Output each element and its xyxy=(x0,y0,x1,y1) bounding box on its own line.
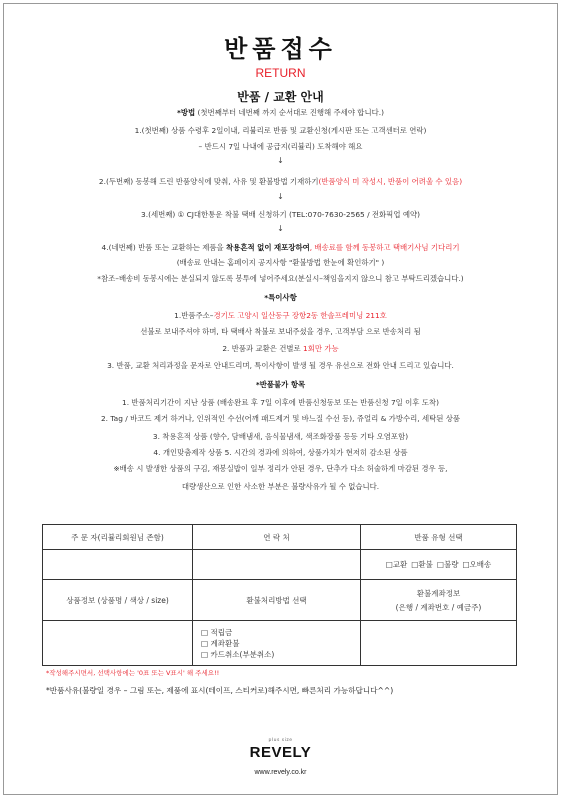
method-step4-line2: (배송료 안내는 홈페이지 공지사항 "환불방법 한눈에 확인하기" ) xyxy=(176,258,385,267)
method-step2 xyxy=(4,176,557,187)
brand-url: www.revely.co.kr xyxy=(254,769,307,776)
not-allowed-line5: ※배송 시 발생한 상품의 구김, 재봉실밥이 일부 정리가 안된 경우, 단추가 다소 허술하게 마감된 경우 등, xyxy=(113,464,448,473)
method-step4-red: , 배송료를 함께 동봉하고 택배기사님 기다리기 xyxy=(309,243,460,252)
method-step2-warning: (반품양식 미 작성시, 반품이 어려울 수 있음) xyxy=(318,177,463,186)
arrow-down-icon: ↓ xyxy=(277,192,284,201)
refund-account-title: 환불계좌정보 xyxy=(416,588,461,598)
special-line1-label: 1.반품주소– xyxy=(174,311,214,320)
contact-label: 연 락 처 xyxy=(193,525,361,550)
method-title-line xyxy=(4,107,557,118)
special-line2: 선불로 보내주셔야 하며, 타 택배사 착불로 보내주셨을 경우, 고객부담 으로 반송처리 됨 xyxy=(140,327,421,336)
return-type-defect-checkbox[interactable]: □불량 xyxy=(436,560,459,569)
return-type-options xyxy=(361,550,517,580)
special-title: *특이사항 xyxy=(264,293,297,302)
special-line1 xyxy=(4,310,557,321)
return-type-label: 반품 유형 선택 xyxy=(361,525,517,550)
form-instruction-note: *작성해주시면서, 선택사항에는 '0표 또는 V표시' 해 주세요!! xyxy=(46,669,220,677)
not-allowed-line1: 1. 반품처리기간이 지난 상품 (배송완료 후 7일 이후에 반품신청동보 또는 반품신청 7일 이후 도착) xyxy=(122,398,439,407)
contact-field[interactable] xyxy=(193,550,361,580)
refund-account-label xyxy=(361,580,517,621)
return-address: 경기도 고양시 일산동구 장항2동 한솔프레미닝 211호 xyxy=(213,311,387,320)
not-allowed-line2: 2. Tag / 바코드 제거 하거나, 인위적인 수선(어깨 패드제거 및 바느질 수선 등), 쥬얼리 & 가방수리, 세탁된 상품 xyxy=(100,414,460,423)
method-step4-bold: 착용흔적 없이 재포장하여 xyxy=(226,243,310,252)
return-form-page xyxy=(3,3,558,795)
method-step4-text: 4.(네번째) 반품 또는 교환하는 제품을 xyxy=(101,243,227,252)
method-step1-line2: – 반드시 7일 나내에 공급지(리뷸리) 도착해야 해요 xyxy=(198,142,363,151)
arrow-down-icon: ↓ xyxy=(277,156,284,165)
refund-account-field[interactable] xyxy=(361,621,517,666)
method-step1-line1: 1.(첫번째) 상품 수령후 2일이내, 리뷸리로 반품 및 교환신청(게시판 또는 고객센터로 연락) xyxy=(134,126,427,135)
method-title-note: (첫번째부터 네번째 까지 순서대로 진행해 주세야 합니다.) xyxy=(195,108,384,117)
brand-tagline: plus size xyxy=(268,738,293,743)
refund-method-options xyxy=(193,621,361,666)
arrow-down-icon: ↓ xyxy=(277,224,284,233)
return-form-table xyxy=(42,524,517,666)
not-allowed-line3: 3. 착용흔적 상품 (향수, 담배냄새, 음식물냄새, 색조화장품 등등 기타 오염포함) xyxy=(152,432,409,441)
brand-logo: REVELY xyxy=(249,744,312,761)
product-info-field[interactable] xyxy=(43,621,193,666)
method-step4 xyxy=(4,242,557,253)
return-reason-note: *반품사유(불량일 경우 – 그림 또는, 제품에 표시(테이프, 스티커로)해주시면, 빠른처리 가능하답니다^^) xyxy=(46,686,394,695)
special-line3-red: 1회만 가능 xyxy=(303,344,339,353)
refund-points-checkbox[interactable]: □ 적립금 xyxy=(201,627,233,637)
method-title: *방법 xyxy=(177,108,196,117)
return-type-exchange-checkbox[interactable]: □교환 xyxy=(385,560,408,569)
orderer-field[interactable] xyxy=(43,550,193,580)
method-step4-line3: *참조–배송비 동봉시에는 분실되지 않도록 봉투에 넣어주세요(분실시–책임을지지 않으니 참고 부탁드리겠습니다.) xyxy=(97,274,464,283)
not-allowed-line6: 대량생산으로 인한 사소한 부분은 불량사유가 될 수 없습니다. xyxy=(181,482,380,491)
refund-account-subtitle: (은행 / 계좌번호 / 예금주) xyxy=(395,602,482,612)
section-heading: 반품 / 교환 안내 xyxy=(237,90,324,104)
special-line3-text: 2. 반품과 교환은 건별로 xyxy=(222,344,304,353)
special-line4: 3. 반품, 교환 처리과정을 문자로 안내드리며, 특이사항이 발생 될 경우 유선으로 전화 안내 드리고 있습니다. xyxy=(107,361,454,370)
not-allowed-line4: 4. 개인맞춤제작 상품 5. 시간의 경과에 의하여, 상품가치가 현저히 감소된 상품 xyxy=(153,448,408,457)
not-allowed-title: *반품불가 항목 xyxy=(255,380,306,389)
refund-method-label: 환불처리방법 선택 xyxy=(193,580,361,621)
return-type-refund-checkbox[interactable]: □환불 xyxy=(411,560,433,569)
method-step2-text: 2.(두번째) 동봉해 드린 반품양식에 맞춰, 사유 및 환불방법 기재하기 xyxy=(98,177,319,186)
page-subtitle: RETURN xyxy=(255,66,306,80)
orderer-label: 주 문 자(리뷸리회원님 존함) xyxy=(43,525,193,550)
method-step3: 3.(세번째) ① CJ대한통운 착불 택배 신청하기 (TEL:070-7630-2565 / 전화픽업 예약) xyxy=(141,210,420,219)
page-title: 반품접수 xyxy=(224,35,337,63)
product-info-label: 상품정보 (상품명 / 색상 / size) xyxy=(43,580,193,621)
refund-account-checkbox[interactable]: □ 계좌환불 xyxy=(201,638,240,648)
return-type-misdelivery-checkbox[interactable]: □오배송 xyxy=(462,560,492,569)
special-line3 xyxy=(4,343,557,354)
refund-card-cancel-checkbox[interactable]: □ 카드취소(부분취소) xyxy=(201,649,275,659)
